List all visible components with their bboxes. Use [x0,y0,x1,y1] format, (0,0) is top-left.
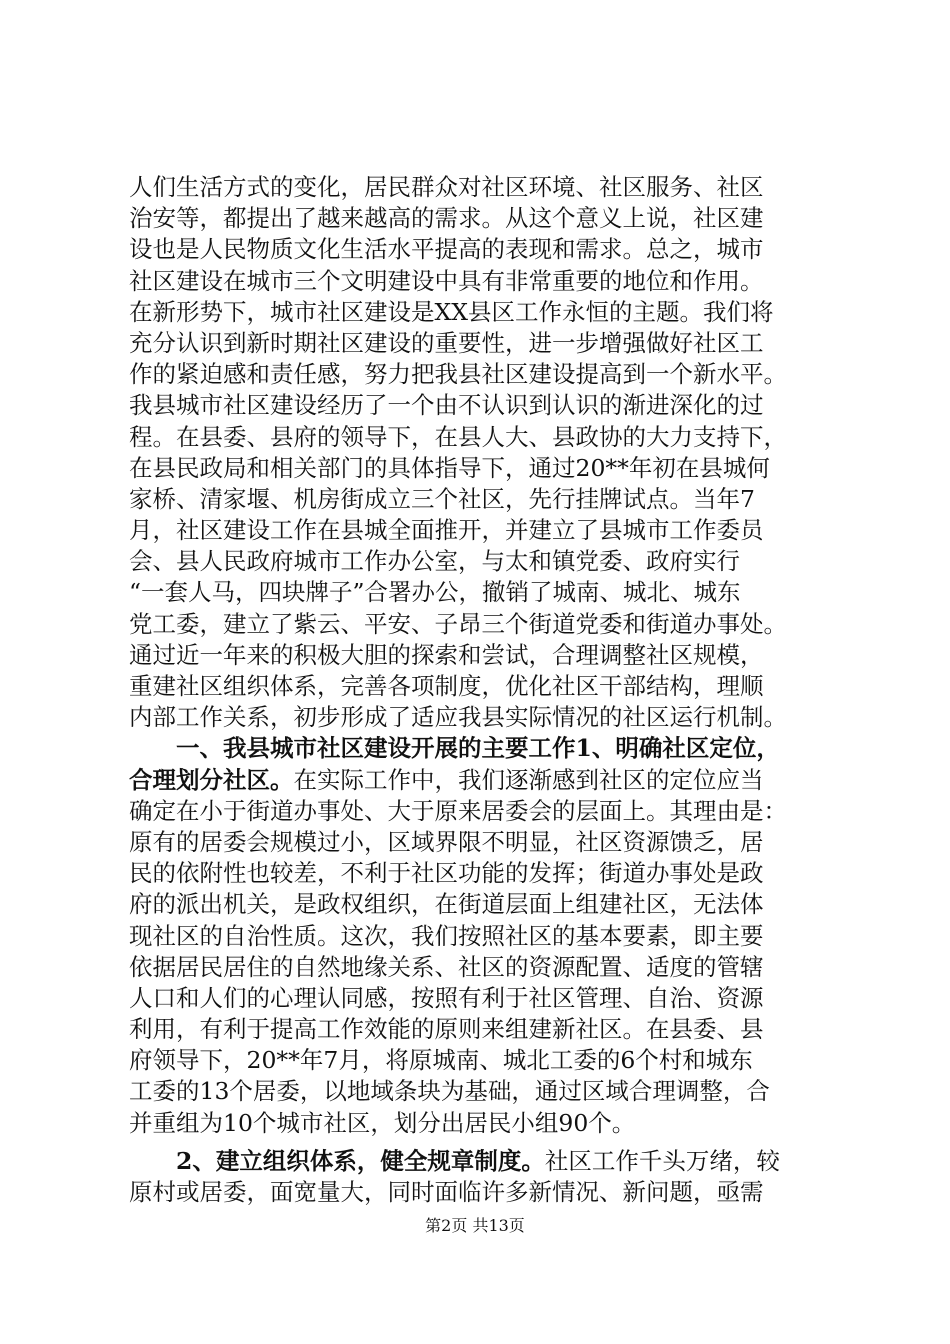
line-text: 内部工作关系，初步形成了适应我县实际情况的社区运行机制。 [129,703,787,732]
line-text: 党工委，建立了紫云、平安、子昂三个街道党委和街道办事处。 [129,609,787,638]
line-text: 在县民政局和相关部门的具体指导下，通过20**年初在县城何 [129,453,770,482]
line-text: 利用，有利于提高工作效能的原则来组建新社区。在县委、县 [129,1015,764,1044]
text-line [129,1108,829,1139]
text-line [129,422,829,453]
line-text: 人们生活方式的变化，居民群众对社区环境、社区服务、社区 [129,173,764,201]
text-line [129,577,829,608]
text-line [129,359,829,390]
line-text: 工委的13个居委，以地域条块为基础，通过区域合理调整，合 [129,1077,770,1106]
text-line [129,827,829,858]
line-text: 通过近一年来的积极大胆的探索和尝试，合理调整社区规模， [129,640,764,669]
text-line [129,1045,829,1076]
text-line [129,921,829,952]
line-text: 社区工作千头万绪，较 [544,1146,780,1175]
line-text: 重建社区组织体系，完善各项制度，优化社区干部结构，理顺 [129,672,764,700]
line-text: 原村或居委，面宽量大，同时面临许多新情况、新问题，亟需 [129,1178,764,1206]
line-text: 家桥、清家堰、机房街成立三个社区，先行挂牌试点。当年7 [129,484,755,513]
text-line [129,234,829,265]
line-text: 作的紧迫感和责任感，努力把我县社区建设提高到一个新水平。 [129,360,787,389]
text-line [129,203,829,234]
line-text: “一套人马，四块牌子”合署办公，撤销了城南、城北、城东 [129,578,741,607]
text-line [129,609,829,640]
bold-heading-text: 合理划分社区。 [129,765,294,794]
line-text: 确定在小于街道办事处、大于原来居委会的层面上。其理由是： [129,796,787,825]
text-line [129,328,829,359]
line-text: 府领导下，20**年7月，将原城南、城北工委的6个村和城东 [129,1046,753,1075]
line-text: 月，社区建设工作在县城全面推开，并建立了县城市工作委员 [129,516,764,545]
line-text: 依据居民居住的自然地缘关系、社区的资源配置、适度的管辖 [129,952,764,981]
text-line [129,390,829,421]
text-line [129,297,829,328]
text-line [129,733,829,764]
line-text: 充分认识到新时期社区建设的重要性，进一步增强做好社区工 [129,328,764,357]
line-text: 治安等，都提出了越来越高的需求。从这个意义上说，社区建 [129,204,764,233]
line-text: 在实际工作中，我们逐渐感到社区的定位应当 [293,765,764,794]
bold-heading-text: 2、建立组织体系，健全规章制度。 [176,1146,545,1175]
line-text: 并重组为10个城市社区，划分出居民小组90个。 [129,1108,636,1137]
text-line [129,1177,829,1208]
text-line [129,796,829,827]
line-text: 府的派出机关，是政权组织，在街道层面上组建社区，无法体 [129,890,764,919]
text-line [129,1014,829,1045]
text-line [129,546,829,577]
line-text: 我县城市社区建设经历了一个由不认识到认识的渐进深化的过 [129,391,764,420]
text-line [129,858,829,889]
line-text: 设也是人民物质文化生活水平提高的表现和需求。总之，城市 [129,235,764,264]
text-line [129,172,829,203]
text-line [129,889,829,920]
line-text: 一、我县城市社区建设开展的主要工作1、明确社区定位， [176,734,780,763]
text-line [129,983,829,1014]
page-footer: 第2页 共13页 [425,1216,525,1235]
text-line [129,1076,829,1107]
text-line [129,266,829,297]
line-text: 民的依附性也较差，不利于社区功能的发挥；街道办事处是政 [129,859,764,888]
line-text: 会、县人民政府城市工作办公室，与太和镇党委、政府实行 [129,547,740,576]
line-text: 原有的居委会规模过小，区域界限不明显，社区资源馈乏，居 [129,827,764,856]
line-text: 社区建设在城市三个文明建设中具有非常重要的地位和作用。 [129,266,764,295]
line-text: 程。在县委、县府的领导下，在县人大、县政协的大力支持下， [129,422,787,451]
document-body [129,172,829,1208]
text-line [129,1146,829,1177]
text-line [129,702,829,733]
text-line [129,765,829,796]
line-text: 在新形势下，城市社区建设是XX县区工作永恒的主题。我们将 [129,297,774,326]
line-text: 现社区的自治性质。这次，我们按照社区的基本要素，即主要 [129,921,764,950]
text-line [129,453,829,484]
line-text: 人口和人们的心理认同感，按照有利于社区管理、自治、资源 [129,983,764,1012]
text-line [129,671,829,702]
text-line [129,952,829,983]
text-line [129,515,829,546]
text-line [129,484,829,515]
text-line [129,640,829,671]
